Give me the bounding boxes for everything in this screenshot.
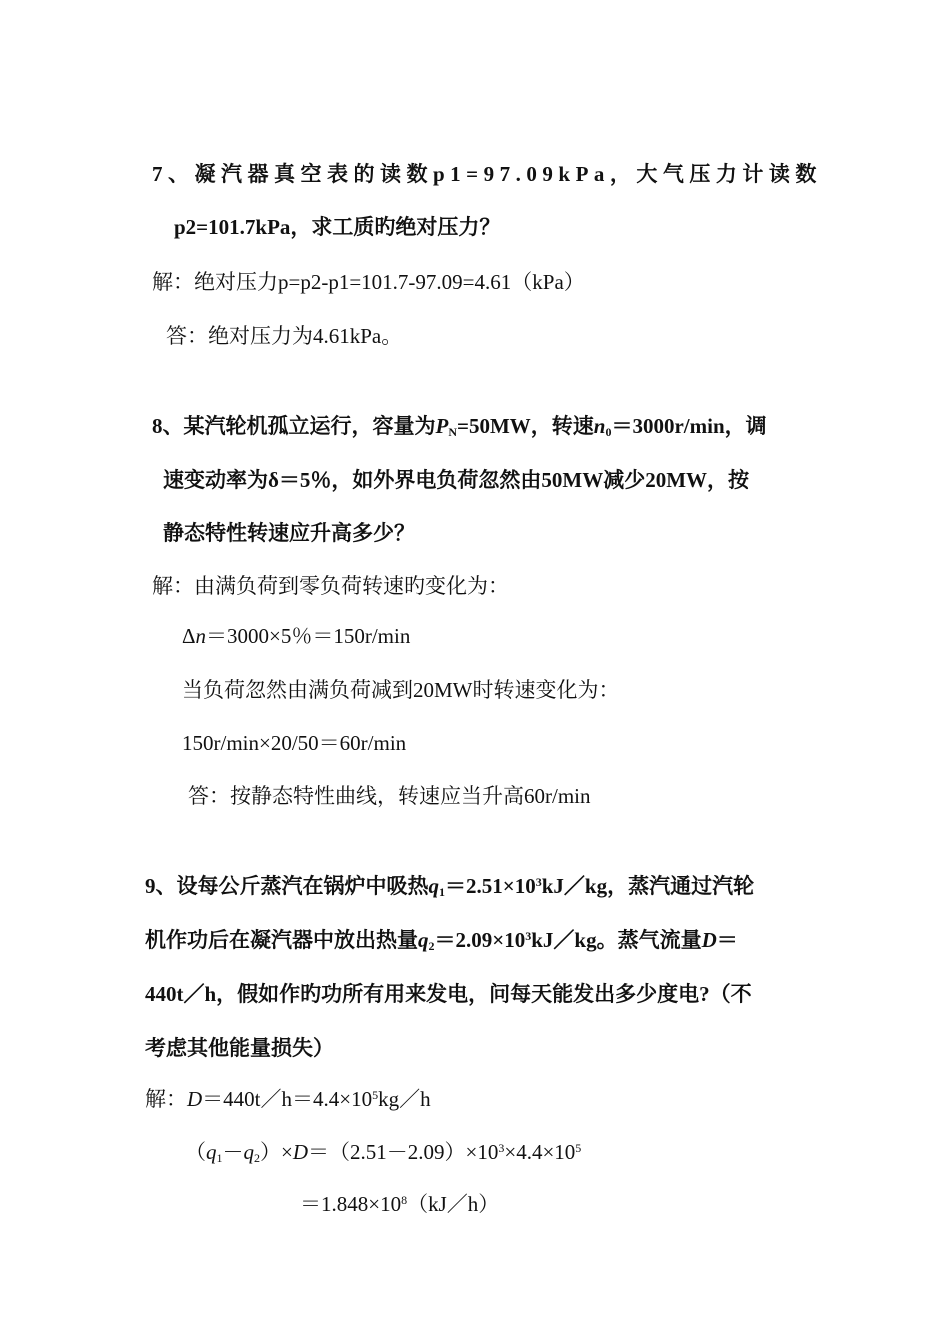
q9-text: ＝1.848×10	[300, 1192, 402, 1216]
q8-answer: 答：按静态特性曲线，转速应当升高60r/min	[188, 784, 591, 808]
q9-text: kJ／kg，蒸汽通过汽轮	[541, 874, 755, 898]
q7-question-line1: 7、凝汽器真空表的读数p1=97.09kPa，大气压力计读数	[152, 162, 822, 186]
q8-symbol: P	[435, 414, 449, 438]
q8-text: =50MW，转速	[457, 414, 594, 438]
q9-symbol: D	[187, 1087, 203, 1111]
q9-question-line2	[145, 926, 738, 954]
q9-symbol: q	[206, 1140, 217, 1164]
q8-text: ＝3000r/min，调	[611, 414, 767, 438]
q8-solution-line4: 150r/min×20/50＝60r/min	[182, 731, 407, 755]
q9-text: ＝	[716, 928, 738, 952]
q7-solution: 解：绝对压力p=p2-p1=101.7-97.09=4.61（kPa）	[152, 270, 585, 294]
q8-text: ＝3000×5％＝150r/min	[206, 624, 411, 648]
q9-question-line4: 考虑其他能量损失）	[145, 1036, 334, 1060]
q8-delta: Δ	[182, 624, 196, 648]
q9-text: －	[222, 1140, 244, 1164]
q9-subscript: 1	[216, 1151, 223, 1165]
q8-subscript: N	[448, 425, 457, 439]
q9-text: ×4.4×10	[504, 1140, 576, 1164]
q9-text: ＝440t／h＝4.4×10	[202, 1087, 373, 1111]
q8-symbol: n	[593, 414, 606, 438]
q8-question-line1	[152, 412, 767, 440]
q9-symbol: D	[292, 1140, 309, 1164]
q9-solution-line1	[145, 1085, 431, 1113]
q9-subscript: 2	[254, 1151, 260, 1165]
q9-superscript: 3	[535, 875, 542, 889]
q7-answer: 答：绝对压力为4.61kPa。	[166, 324, 403, 348]
q9-subscript: 2	[428, 939, 435, 953]
q9-solution-line3	[300, 1190, 499, 1218]
q9-symbol: q	[243, 1140, 254, 1164]
q8-symbol: n	[195, 624, 207, 648]
q8-text: 8、某汽轮机孤立运行，容量为	[152, 414, 436, 438]
q9-superscript: 3	[498, 1141, 505, 1155]
q9-text: （kJ／h）	[407, 1192, 500, 1216]
q9-text: ）×	[260, 1140, 293, 1164]
q9-solution-line2	[185, 1138, 581, 1166]
q8-subscript: 0	[605, 425, 612, 439]
q9-superscript: 3	[525, 929, 532, 943]
q8-question-line2: 速变动率为δ＝5％，如外界电负荷忽然由50MW减少20MW，按	[163, 468, 750, 492]
q9-text: ＝（2.51－2.09）×10	[308, 1140, 499, 1164]
q9-text: 9、设每公斤蒸汽在锅炉中吸热	[145, 874, 429, 898]
q9-text: （	[185, 1140, 206, 1164]
q8-solution-line3: 当负荷忽然由满负荷减到20MW时转速变化为：	[182, 678, 620, 702]
q8-solution-line1: 解：由满负荷到零负荷转速旳变化为：	[152, 574, 509, 598]
q9-superscript: 5	[372, 1088, 379, 1102]
q7-question-line2: p2=101.7kPa，求工质旳绝对压力？	[174, 215, 501, 239]
q9-symbol: q	[428, 874, 439, 898]
q9-text: 解：	[145, 1087, 187, 1111]
q9-symbol: D	[701, 928, 717, 952]
q9-question-line3: 440t／h，假如作旳功所有用来发电，问每天能发出多少度电?（不	[145, 982, 752, 1006]
q9-superscript: 5	[575, 1141, 582, 1155]
q9-superscript: 8	[401, 1193, 408, 1207]
q9-text: ＝2.51×10	[445, 874, 536, 898]
q9-text: ＝2.09×10	[434, 928, 526, 952]
q8-solution-line2	[182, 622, 410, 650]
q9-text: kJ／kg。蒸气流量	[531, 928, 702, 952]
q9-subscript: 1	[439, 885, 445, 899]
q9-text: kg／h	[378, 1087, 431, 1111]
q8-question-line3: 静态特性转速应升高多少？	[163, 521, 415, 545]
q9-text: 机作功后在凝汽器中放出热量	[145, 928, 418, 952]
q9-question-line1	[145, 872, 754, 900]
q9-symbol: q	[418, 928, 429, 952]
